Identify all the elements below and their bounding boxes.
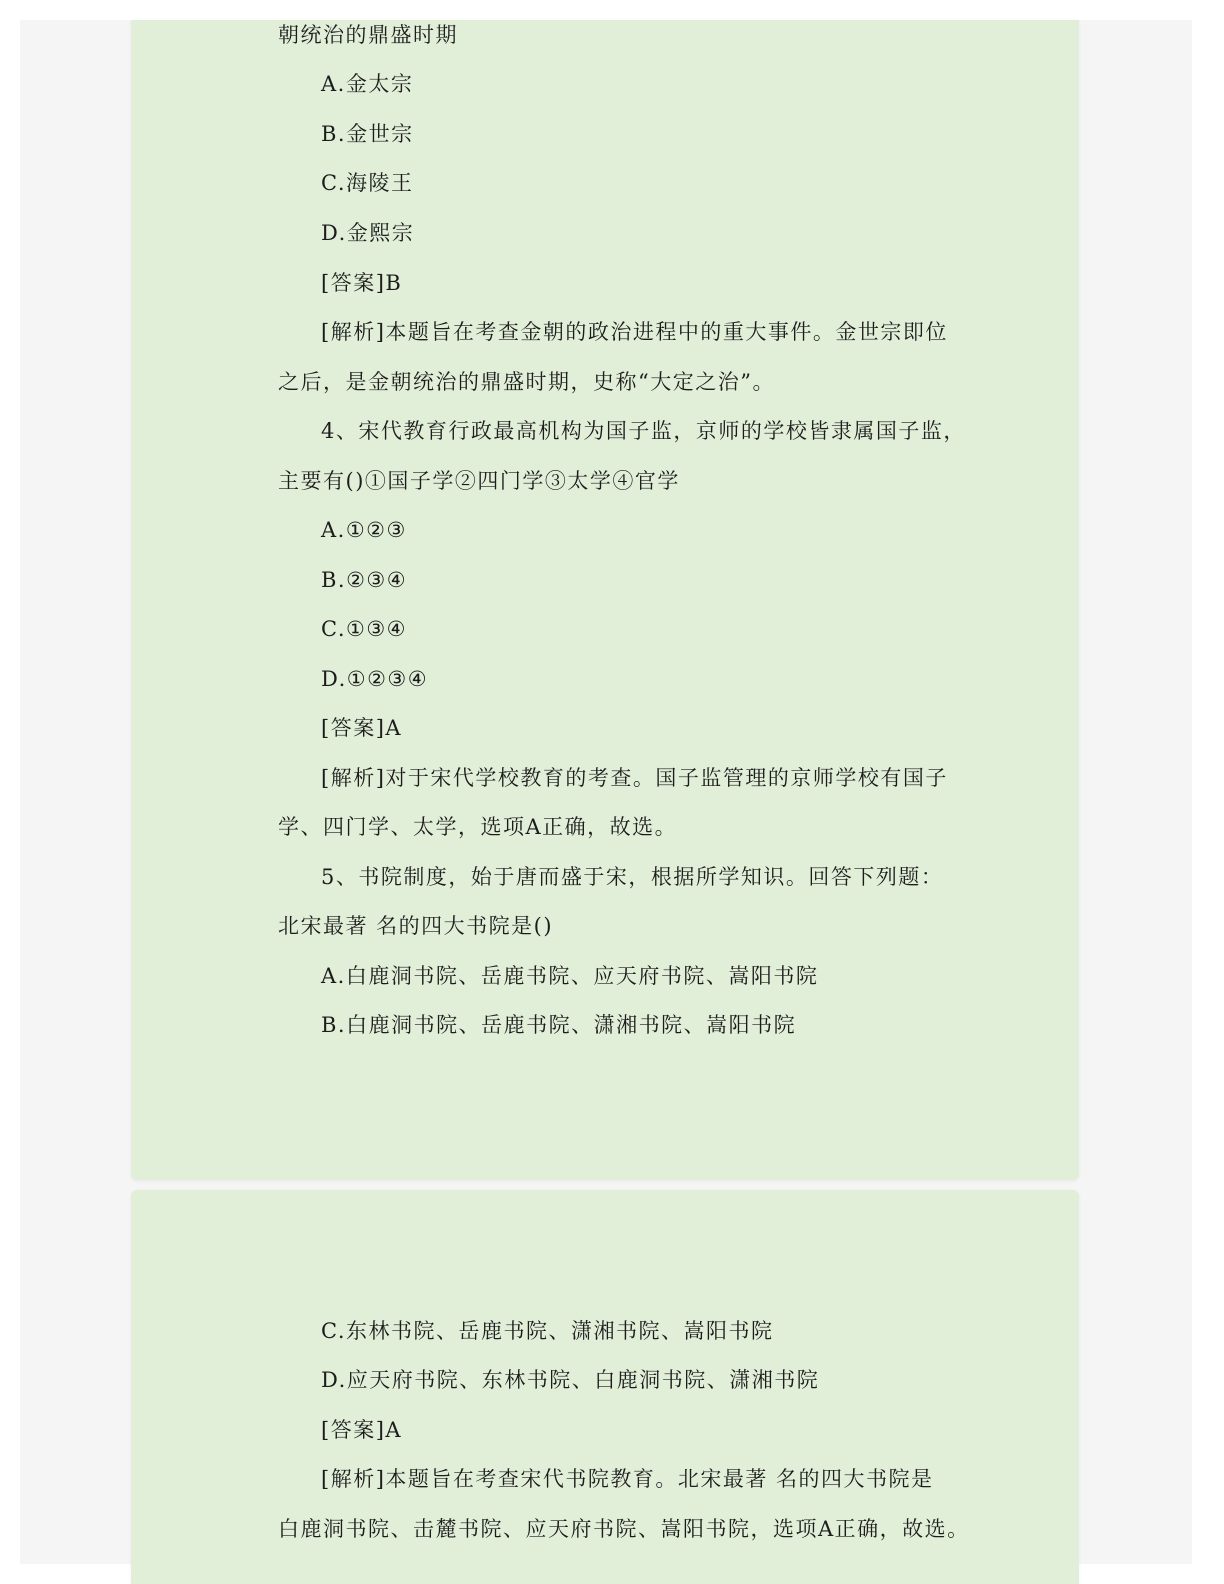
analysis-line: [解析]本题旨在考查金朝的政治进程中的重大事件。金世宗即位 xyxy=(321,320,948,344)
question-5-cont: 北宋最著 名的四大书院是() xyxy=(278,914,554,938)
option-b: B.②③④ xyxy=(321,568,408,592)
option-c: C.①③④ xyxy=(321,617,407,641)
text-line: 朝统治的鼎盛时期 xyxy=(278,23,458,47)
analysis-line-cont: 学、四门学、太学，选项A正确，故选。 xyxy=(278,815,678,839)
option-b: B.金世宗 xyxy=(321,122,414,146)
answer-line: [答案]A xyxy=(321,716,403,740)
analysis-line-cont: 白鹿洞书院、击麓书院、应天府书院、嵩阳书院，选项A正确，故选。 xyxy=(278,1517,970,1541)
option-b: B.白鹿洞书院、岳鹿书院、潇湘书院、嵩阳书院 xyxy=(321,1013,797,1037)
question-4: 4、宋代教育行政最高机构为国子监，京师的学校皆隶属国子监， xyxy=(321,419,966,443)
answer-line: [答案]A xyxy=(321,1418,403,1442)
question-4-cont: 主要有()①国子学②四门学③太学④官学 xyxy=(278,469,680,493)
option-d: D.金熙宗 xyxy=(321,221,415,245)
analysis-line: [解析]本题旨在考查宋代书院教育。北宋最著 名的四大书院是 xyxy=(321,1467,934,1491)
document-page-2 xyxy=(131,1190,1079,1584)
option-c: C.东林书院、岳鹿书院、潇湘书院、嵩阳书院 xyxy=(321,1319,774,1343)
option-d: D.①②③④ xyxy=(321,667,429,691)
question-5: 5、书院制度，始于唐而盛于宋，根据所学知识。回答下列题： xyxy=(321,865,944,889)
document-page-1 xyxy=(131,20,1079,1180)
answer-line: [答案]B xyxy=(321,271,403,295)
analysis-line-cont: 之后，是金朝统治的鼎盛时期，史称“大定之治”。 xyxy=(278,370,775,394)
analysis-line: [解析]对于宋代学校教育的考查。国子监管理的京师学校有国子 xyxy=(321,766,948,790)
option-a: A.金太宗 xyxy=(321,72,414,96)
option-a: A.①②③ xyxy=(321,518,407,542)
option-c: C.海陵王 xyxy=(321,171,414,195)
option-d: D.应天府书院、东林书院、白鹿洞书院、潇湘书院 xyxy=(321,1368,820,1392)
option-a: A.白鹿洞书院、岳鹿书院、应天府书院、嵩阳书院 xyxy=(321,964,819,988)
